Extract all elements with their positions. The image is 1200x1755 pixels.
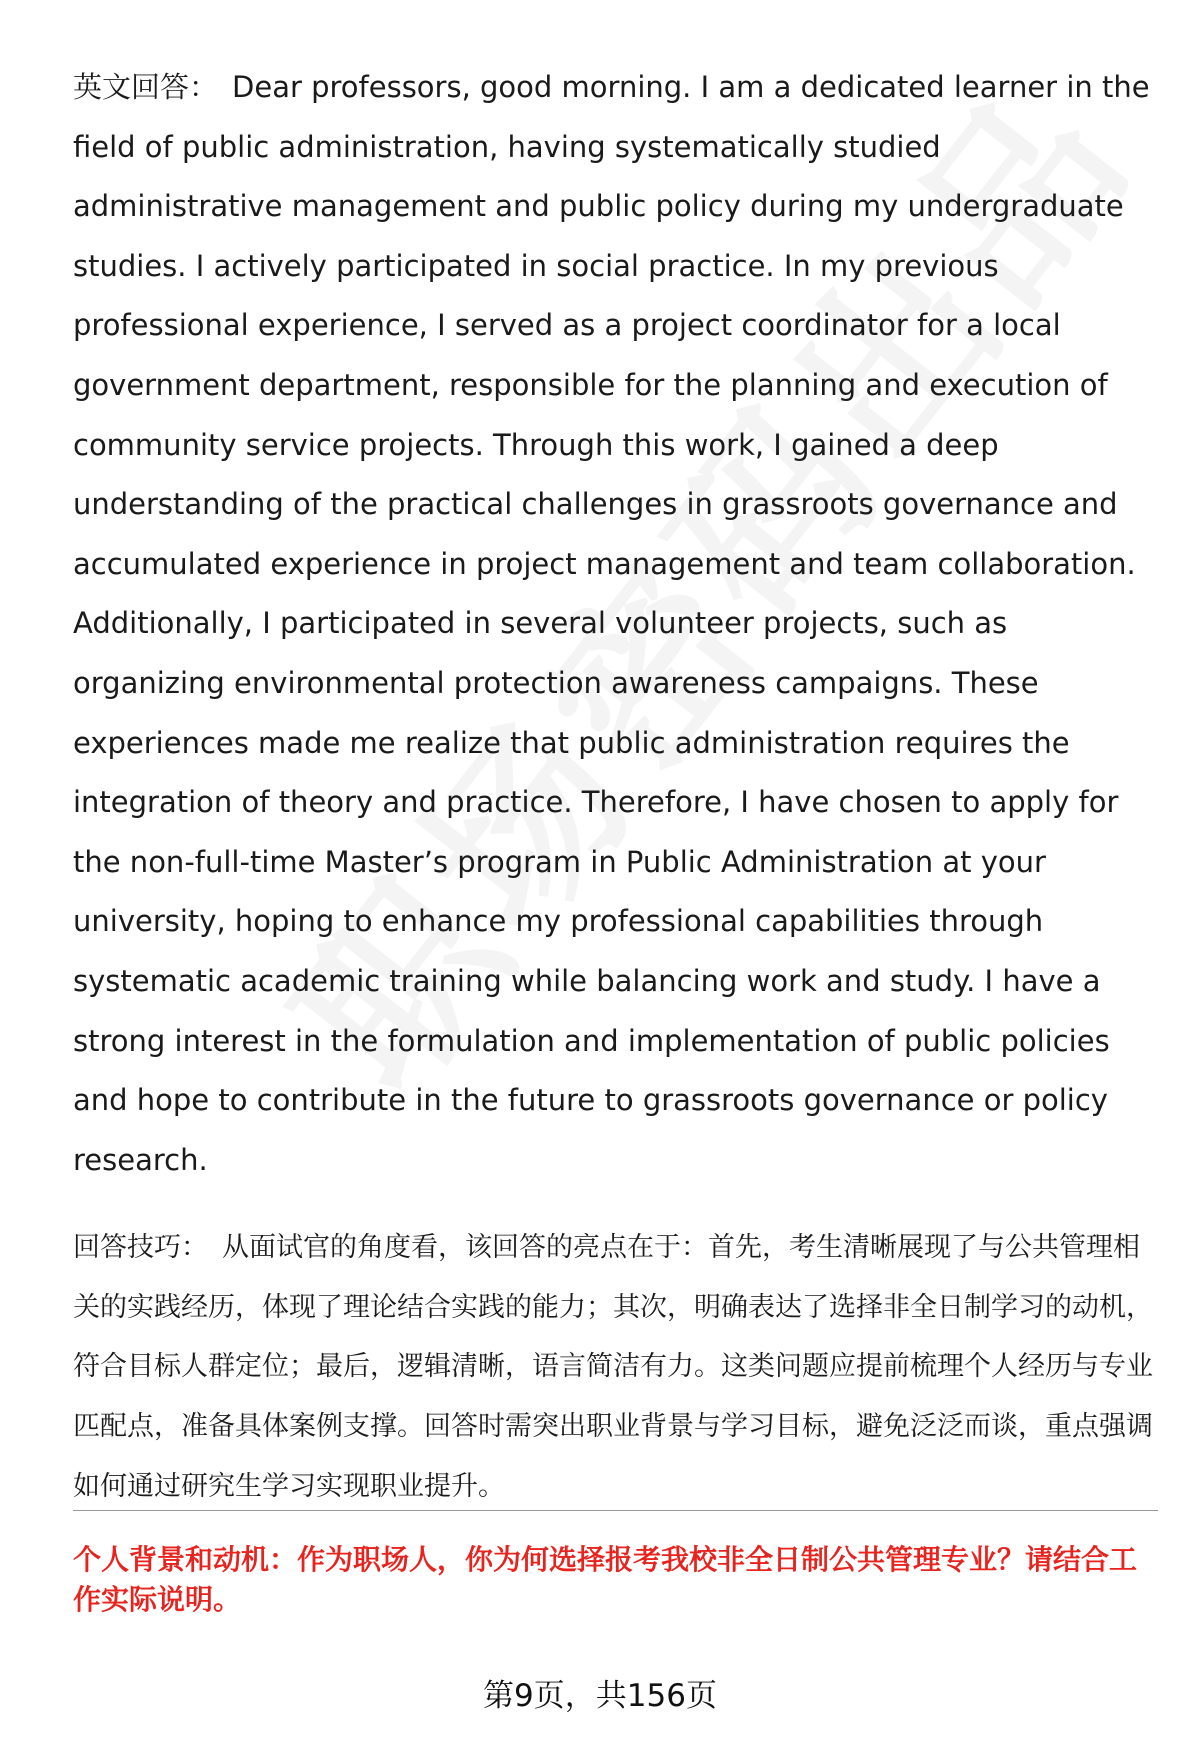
next-question-heading: 个人背景和动机：作为职场人，你为何选择报考我校非全日制公共管理专业？请结合工作实际说明。 (73, 1543, 1138, 1616)
divider (73, 1510, 1158, 1511)
answer-tips-text: 从面试官的角度看，该回答的亮点在于：首先，考生清晰展现了与公共管理相关的实践经历，体现了理论结合实践的能力；其次，明确表达了选择非全日制学习的动机，符合目标人群定位；最后，逻辑清晰，语言简洁有力。这类问题应提前梳理个人经历与专业匹配点，准备具体案例支撑。回答时需突出职业背景与学习目标，避免泛泛而谈，重点强调如何通过研究生学习实现职业提升。 (73, 1232, 1153, 1502)
english-answer-paragraph (73, 58, 1158, 1190)
page-number: 第9页，共156页 (483, 1678, 717, 1714)
answer-tips-label: 回答技巧： (73, 1232, 208, 1264)
english-answer-label: 英文回答： (73, 70, 219, 104)
page-content (73, 58, 1158, 1516)
answer-tips-paragraph (73, 1218, 1158, 1516)
english-answer-text: Dear professors, good morning. I am a dedicated learner in the field of public administration, having systematically studied administrative management and public policy during my undergraduate studies. I actively participated in social practice. In my previous professional experience, I served as a project coordinator for a local government department, responsible for the planning and execution of community service projects. Through this work, I gained a deep understanding of the practical challenges in grassroots governance and accumulated experience in project management and team collaboration. Additionally, I participated in several volunteer projects, such as organizing environmental protection awareness campaigns. These experiences made me realize that public administration requires the integration of theory and practice. Therefore, I have chosen to apply for the non-full-time Master’s program in Public Administration at your university, hoping to enhance my professional capabilities through systematic academic training while balancing work and study. I have a strong interest in the formulation and implementation of public policies and hope to contribute in the future to grassroots governance or policy research. (73, 70, 1150, 1177)
